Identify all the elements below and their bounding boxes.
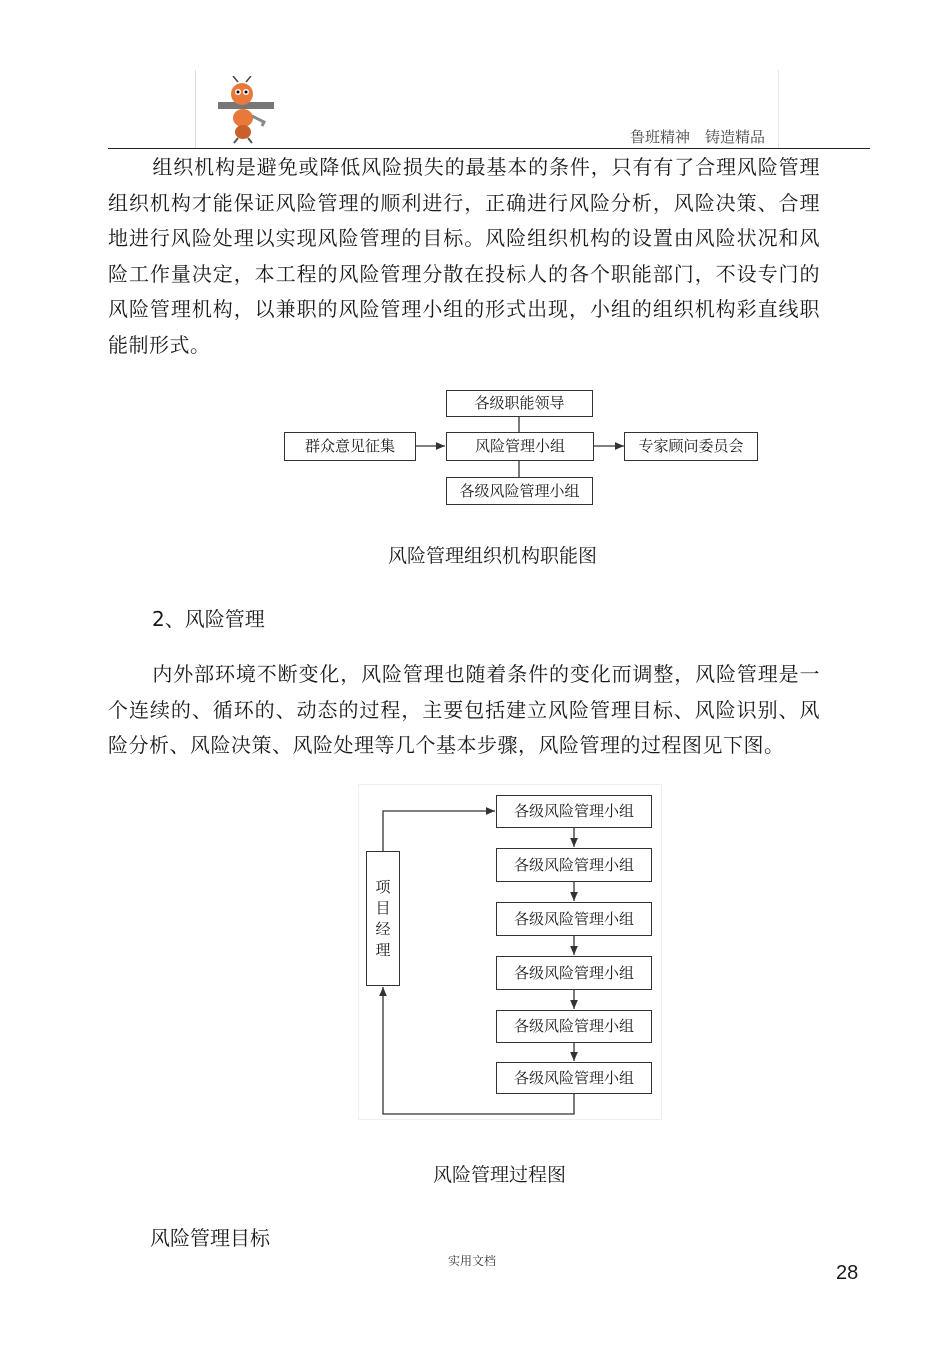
manager-char: 理 — [375, 940, 391, 959]
manager-char: 经 — [375, 919, 391, 938]
footer-doc-label: 实用文档 — [448, 1254, 497, 1268]
paragraph-text: 组织机构是避免或降低风险损失的最基本的条件，只有有了合理风险管理组织机构才能保证风险管理的顺利进行，正确进行风险分析，风险决策、合理地进行风险处理以实现风险管理的目标。风险组织机构的设置由风险状况和风险工作量决定，本工程的风险管理分散在投标人的各个职能部门，不设专门的风险管理机构，以兼职的风险管理小组的形式出现，小组的组织机构彩直线职能制形式。 — [108, 155, 820, 357]
process-step-5: 各级风险管理小组 — [496, 1010, 652, 1043]
header-slogan: 鲁班精神 铸造精品 — [630, 128, 766, 146]
process-chart-caption: 风险管理过程图 — [433, 1164, 567, 1186]
process-step-2: 各级风险管理小组 — [496, 848, 652, 882]
project-manager-box — [366, 851, 400, 986]
process-step-6: 各级风险管理小组 — [496, 1062, 652, 1094]
org-right-box: 专家顾问委员会 — [624, 432, 758, 461]
org-top-box: 各级职能领导 — [446, 390, 593, 417]
process-step-4: 各级风险管理小组 — [496, 956, 652, 990]
page-number: 28 — [836, 1262, 859, 1284]
section-heading: 2、风险管理 — [152, 607, 265, 631]
sub-heading: 风险管理目标 — [150, 1226, 270, 1250]
paragraph-text: 内外部环境不断变化，风险管理也随着条件的变化而调整，风险管理是一个连续的、循环的、动态的过程，主要包括建立风险管理目标、风险识别、风险分析、风险决策、风险处理等几个基本步骤，风险管理的过程图见下图。 — [108, 662, 820, 758]
manager-char: 目 — [375, 898, 391, 917]
org-chart-caption: 风险管理组织机构职能图 — [388, 545, 598, 567]
org-bottom-box: 各级风险管理小组 — [446, 477, 593, 505]
process-step-1: 各级风险管理小组 — [496, 795, 652, 828]
manager-char: 项 — [375, 877, 391, 896]
org-left-box: 群众意见征集 — [284, 432, 416, 461]
process-step-3: 各级风险管理小组 — [496, 902, 652, 936]
org-center-box: 风险管理小组 — [446, 432, 594, 461]
